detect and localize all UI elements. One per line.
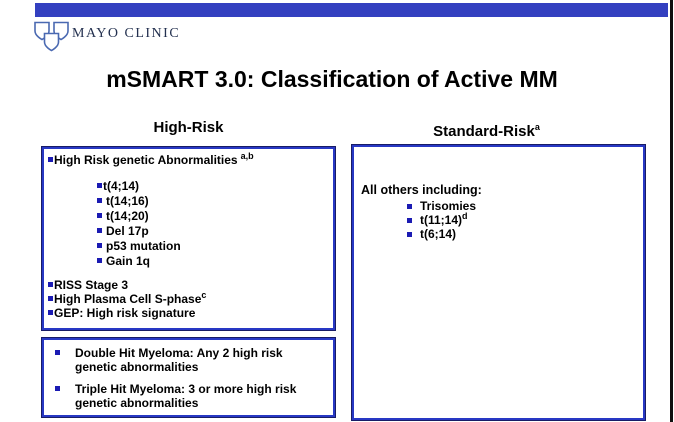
standard-risk-header-text: Standard-Risk: [433, 123, 535, 140]
mayo-clinic-wordmark: MAYO CLINIC: [72, 26, 181, 41]
list-item: Gain 1q: [97, 254, 328, 269]
list-item: [55, 346, 325, 374]
double-hit-text: Double Hit Myeloma: Any 2 high risk genetic abnormalities: [75, 346, 283, 374]
footnote-marker: c: [201, 290, 207, 300]
list-item: High Plasma Cell S-phase$^c$: [48, 292, 328, 306]
right-edge-line: [670, 0, 673, 422]
list-item: p53 mutation: [97, 239, 328, 254]
list-item: t(14;16): [97, 194, 328, 209]
mayo-shields-icon: [33, 21, 71, 53]
list-item: t(14;20): [97, 209, 328, 224]
bullet-square-icon: [48, 157, 53, 162]
standard-risk-box: [352, 145, 645, 420]
bullet-square-icon: [97, 228, 102, 233]
list-item: [48, 153, 328, 167]
genetic-abnormalities-list: [97, 179, 328, 269]
other-high-risk-list: [48, 278, 328, 320]
bullet-square-icon: [97, 258, 102, 263]
list-item: t(11;14)$^d$: [407, 213, 637, 227]
standard-risk-intro: All others including:: [361, 183, 482, 197]
triple-hit-text: Triple Hit Myeloma: 3 or more high risk genetic abnormalities: [75, 382, 297, 410]
lead-bullet-text: High Risk genetic Abnormalities $^{a,b}$: [54, 151, 254, 167]
bullet-square-icon: [48, 296, 53, 301]
double-triple-hit-box: [42, 338, 335, 417]
mayo-clinic-logo: [33, 21, 71, 53]
footnote-marker: d: [462, 211, 468, 221]
bullet-square-icon: [97, 243, 102, 248]
bullet-square-icon: [55, 350, 60, 355]
top-accent-bar: [35, 3, 668, 17]
list-item: Trisomies: [407, 199, 637, 213]
list-item: t(6;14): [407, 227, 637, 241]
high-risk-header: High-Risk: [153, 119, 224, 136]
footnote-marker: a,b: [240, 151, 254, 161]
high-risk-box: [42, 147, 335, 330]
list-item: [55, 382, 325, 410]
list-item: RISS Stage 3: [48, 278, 328, 292]
standard-risk-list: [407, 199, 637, 241]
bullet-square-icon: [55, 386, 60, 391]
bullet-square-icon: [97, 198, 102, 203]
bullet-square-icon: [407, 218, 412, 223]
list-item: t(4;14): [97, 179, 328, 194]
bullet-square-icon: [48, 310, 53, 315]
bullet-square-icon: [48, 282, 53, 287]
bullet-square-icon: [97, 213, 102, 218]
bullet-square-icon: [97, 183, 102, 188]
list-item: GEP: High risk signature: [48, 306, 328, 320]
bullet-square-icon: [407, 204, 412, 209]
page-title: mSMART 3.0: Classification of Active MM: [106, 66, 558, 92]
standard-risk-header: [340, 123, 633, 140]
bullet-square-icon: [407, 232, 412, 237]
standard-risk-header-footnote: a: [534, 122, 540, 132]
list-item: Del 17p: [97, 224, 328, 239]
